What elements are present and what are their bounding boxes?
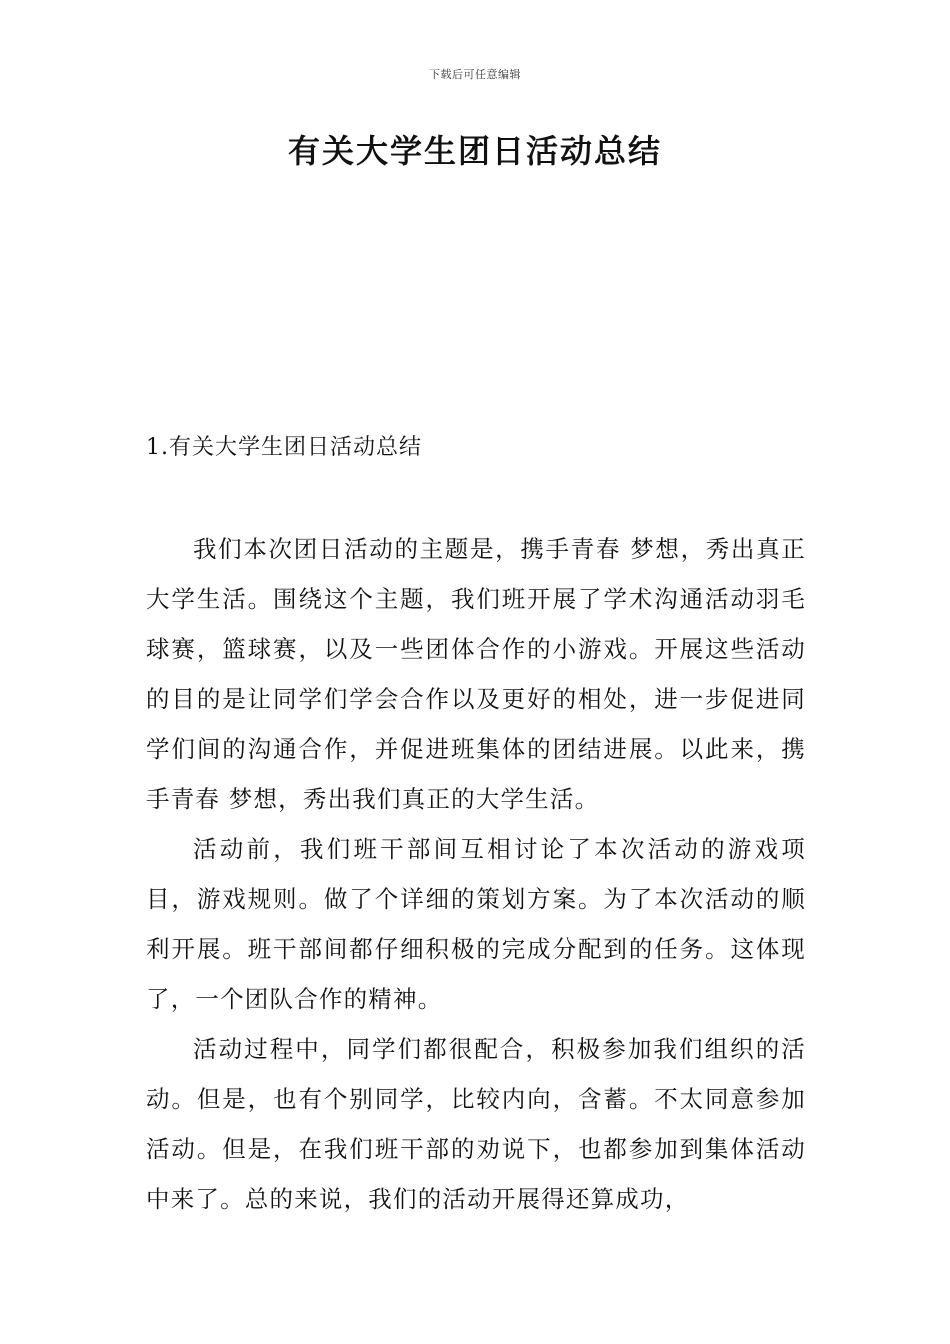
header-note: 下载后可任意编辑 <box>429 68 521 81</box>
document-body <box>146 524 806 1224</box>
paragraph: 活动过程中，同学们都很配合，积极参加我们组织的活动。但是，也有个别同学，比较内向，含蓄。不太同意参加活动。但是，在我们班干部的劝说下，也都参加到集体活动中来了。总的来说，我们的活动开展得还算成功， <box>146 1035 806 1213</box>
paragraph: 活动前，我们班干部间互相讨论了本次活动的游戏项目，游戏规则。做了个详细的策划方案。为了本次活动的顺利开展。班干部间都仔细积极的完成分配到的任务。这体现了，一个团队合作的精神。 <box>146 835 806 1013</box>
section-heading: 1.有关大学生团日活动总结 <box>146 435 422 460</box>
document-title: 有关大学生团日活动总结 <box>287 132 662 170</box>
paragraph: 我们本次团日活动的主题是，携手青春 梦想，秀出真正大学生活。围绕这个主题，我们班开展了学术沟通活动羽毛球赛，篮球赛，以及一些团体合作的小游戏。开展这些活动的目的是让同学们学会合作以及更好的相处，进一步促进同学们间的沟通合作，并促进班集体的团结进展。以此来，携手青春 梦想，秀出我们真正的大学生活。 <box>146 535 806 813</box>
